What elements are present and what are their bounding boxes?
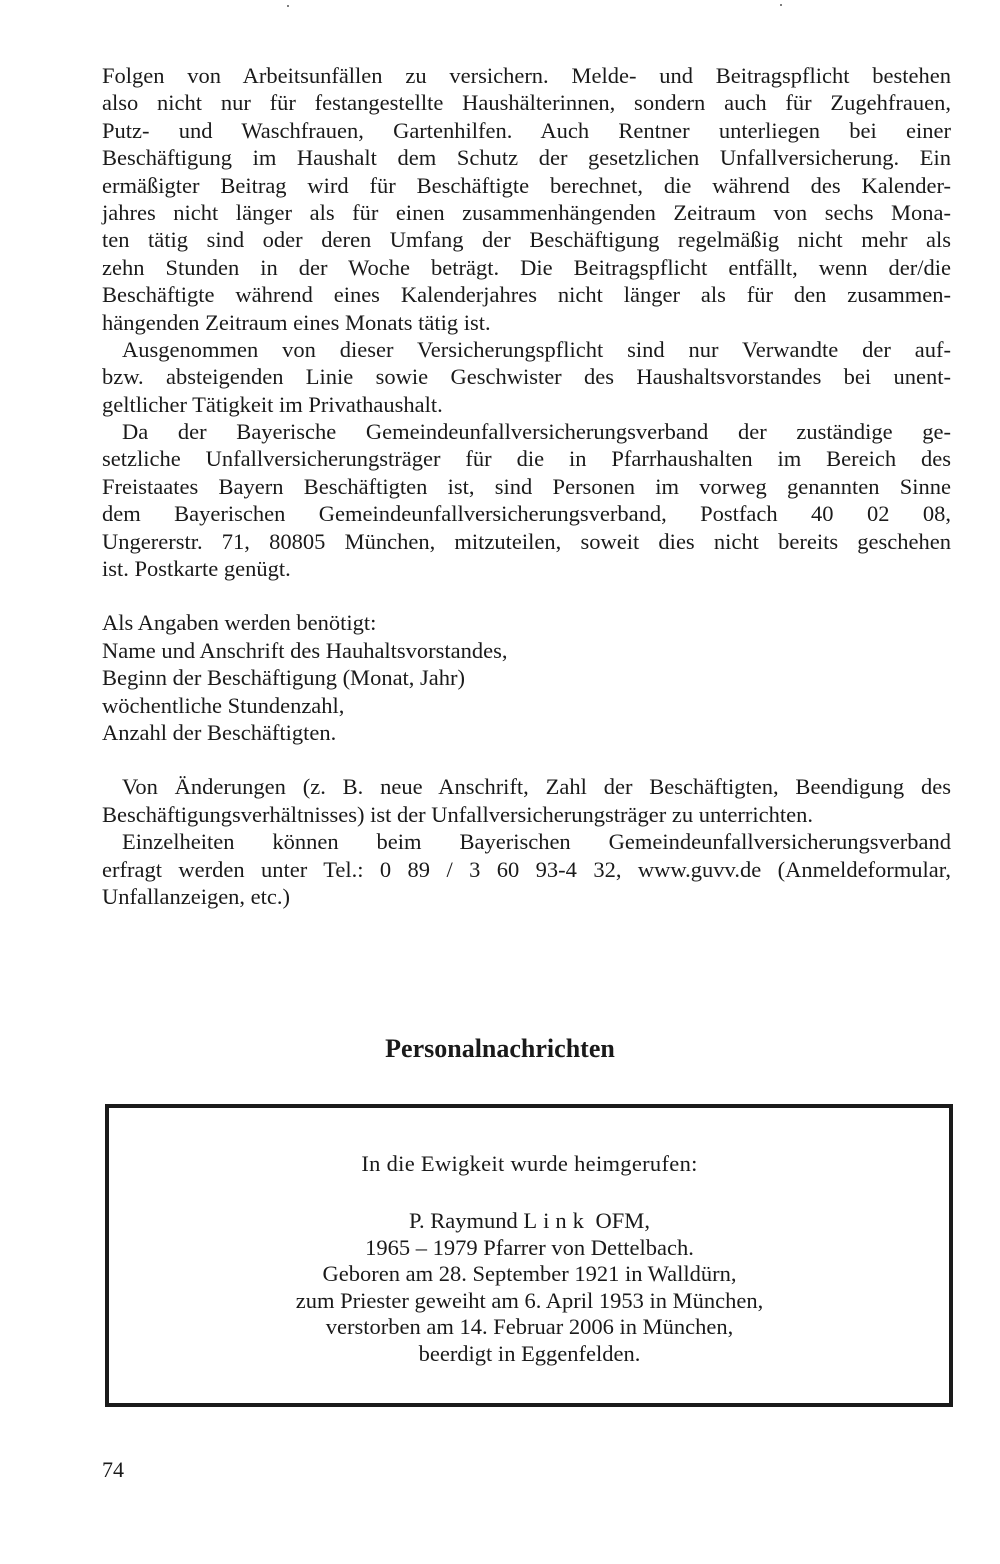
page-number: 74 xyxy=(102,1457,124,1482)
paragraph-insurance xyxy=(102,62,951,336)
obituary-details xyxy=(0,1208,1000,1368)
text-line: jahres nicht länger als für einen zusammenhängenden Zeitraum von sechs Mona- xyxy=(102,199,951,225)
text-line: ermäßigter Beitrag wird für Beschäftigte berechnet, die während des Kalender- xyxy=(102,172,951,198)
text-line: Beschäftigungsverhältnisses) ist der Unfallversicherungsträger zu unterrichten. xyxy=(102,801,814,827)
text-line: Ausgenommen von dieser Versicherungspflicht sind nur Verwandte der auf- xyxy=(122,336,951,362)
obituary-line: Geboren am 28. September 1921 in Walldürn, xyxy=(322,1261,737,1287)
text-line: Folgen von Arbeitsunfällen zu versichern. Melde- und Beitragspflicht bestehen xyxy=(102,63,951,88)
text-line: geltlicher Tätigkeit im Privathaushalt. xyxy=(102,391,443,417)
text-line: Da der Bayerische Gemeindeunfallversicherungsverband der zuständige ge- xyxy=(122,419,951,445)
paragraph-changes xyxy=(102,773,951,828)
text-line: setzliche Unfallversicherungsträger für die in Pfarrhaushalten im Bereich des xyxy=(102,446,951,472)
text-line: ist. Postkarte genügt. xyxy=(102,556,291,582)
text-line: Beschäftigte während eines Kalenderjahres nicht länger als für den zusammen- xyxy=(102,282,951,308)
text-line: Einzelheiten können beim Bayerischen Gemeindeunfallversicherungsverband xyxy=(122,829,951,855)
text-line: Beschäftigung im Haushalt dem Schutz der gesetzlichen Unfallversicherung. Ein xyxy=(102,145,951,171)
paragraph-reporting xyxy=(102,418,951,582)
text-line: Putz- und Waschfrauen, Gartenhilfen. Auch Rentner unterliegen bei einer xyxy=(102,117,951,143)
text-line: Unfallanzeigen, etc.) xyxy=(102,883,291,909)
obituary-name xyxy=(0,1208,1000,1235)
text-line: Von Änderungen (z. B. neue Anschrift, Zahl der Beschäftigten, Beendigung des xyxy=(122,774,951,800)
name-prefix: P. Raymund xyxy=(409,1208,524,1233)
list-heading: Als Angaben werden benötigt: xyxy=(102,610,377,636)
name-suffix: OFM, xyxy=(589,1208,650,1233)
text-line: zehn Stunden in der Woche beträgt. Die Beitragspflicht entfällt, wenn der/die xyxy=(102,254,951,280)
required-information-list xyxy=(102,609,951,746)
list-item: Anzahl der Beschäftigten. xyxy=(102,719,337,745)
body-text xyxy=(102,62,951,910)
obituary-line: beerdigt in Eggenfelden. xyxy=(418,1340,641,1366)
section-heading: Personalnachrichten xyxy=(385,1034,615,1063)
text-line: bzw. absteigenden Linie sowie Geschwister des Haushaltsvorstandes bei unent- xyxy=(102,364,951,390)
scan-speck xyxy=(780,4,782,6)
paragraph-exemptions xyxy=(102,336,951,418)
name-surname: Link xyxy=(523,1208,590,1233)
text-line: hängenden Zeitraum eines Monats tätig ist. xyxy=(102,309,491,335)
scan-speck xyxy=(287,5,289,7)
text-line: ten tätig sind oder deren Umfang der Beschäftigung regelmäßig nicht mehr als xyxy=(102,227,951,253)
text-line: also nicht nur für festangestellte Haushälterinnen, sondern auch für Zugehfrauen, xyxy=(102,90,951,116)
obituary-line: 1965 – 1979 Pfarrer von Dettelbach. xyxy=(365,1234,694,1260)
list-item: wöchentliche Stundenzahl, xyxy=(102,692,345,718)
obituary-line: verstorben am 14. Februar 2006 in München, xyxy=(325,1314,734,1340)
text-line: Freistaates Bayern Beschäftigten ist, sind Personen im vorweg genannten Sinne xyxy=(102,473,951,499)
obituary-line: zum Priester geweiht am 6. April 1953 in München, xyxy=(295,1287,764,1313)
text-line: erfragt werden unter Tel.: 0 89 / 3 60 93-4 32, www.guvv.de (Anmeldeformular, xyxy=(102,856,951,882)
list-item: Name und Anschrift des Hauhaltsvorstandes, xyxy=(102,637,508,663)
list-item: Beginn der Beschäftigung (Monat, Jahr) xyxy=(102,665,466,691)
text-line: dem Bayerischen Gemeindeunfallversicherungsverband, Postfach 40 02 08, xyxy=(102,501,951,527)
paragraph-contact xyxy=(102,828,951,910)
obituary-intro: In die Ewigkeit wurde heimgerufen: xyxy=(361,1151,698,1176)
text-line: Ungererstr. 71, 80805 München, mitzuteilen, soweit dies nicht bereits geschehen xyxy=(102,528,951,554)
